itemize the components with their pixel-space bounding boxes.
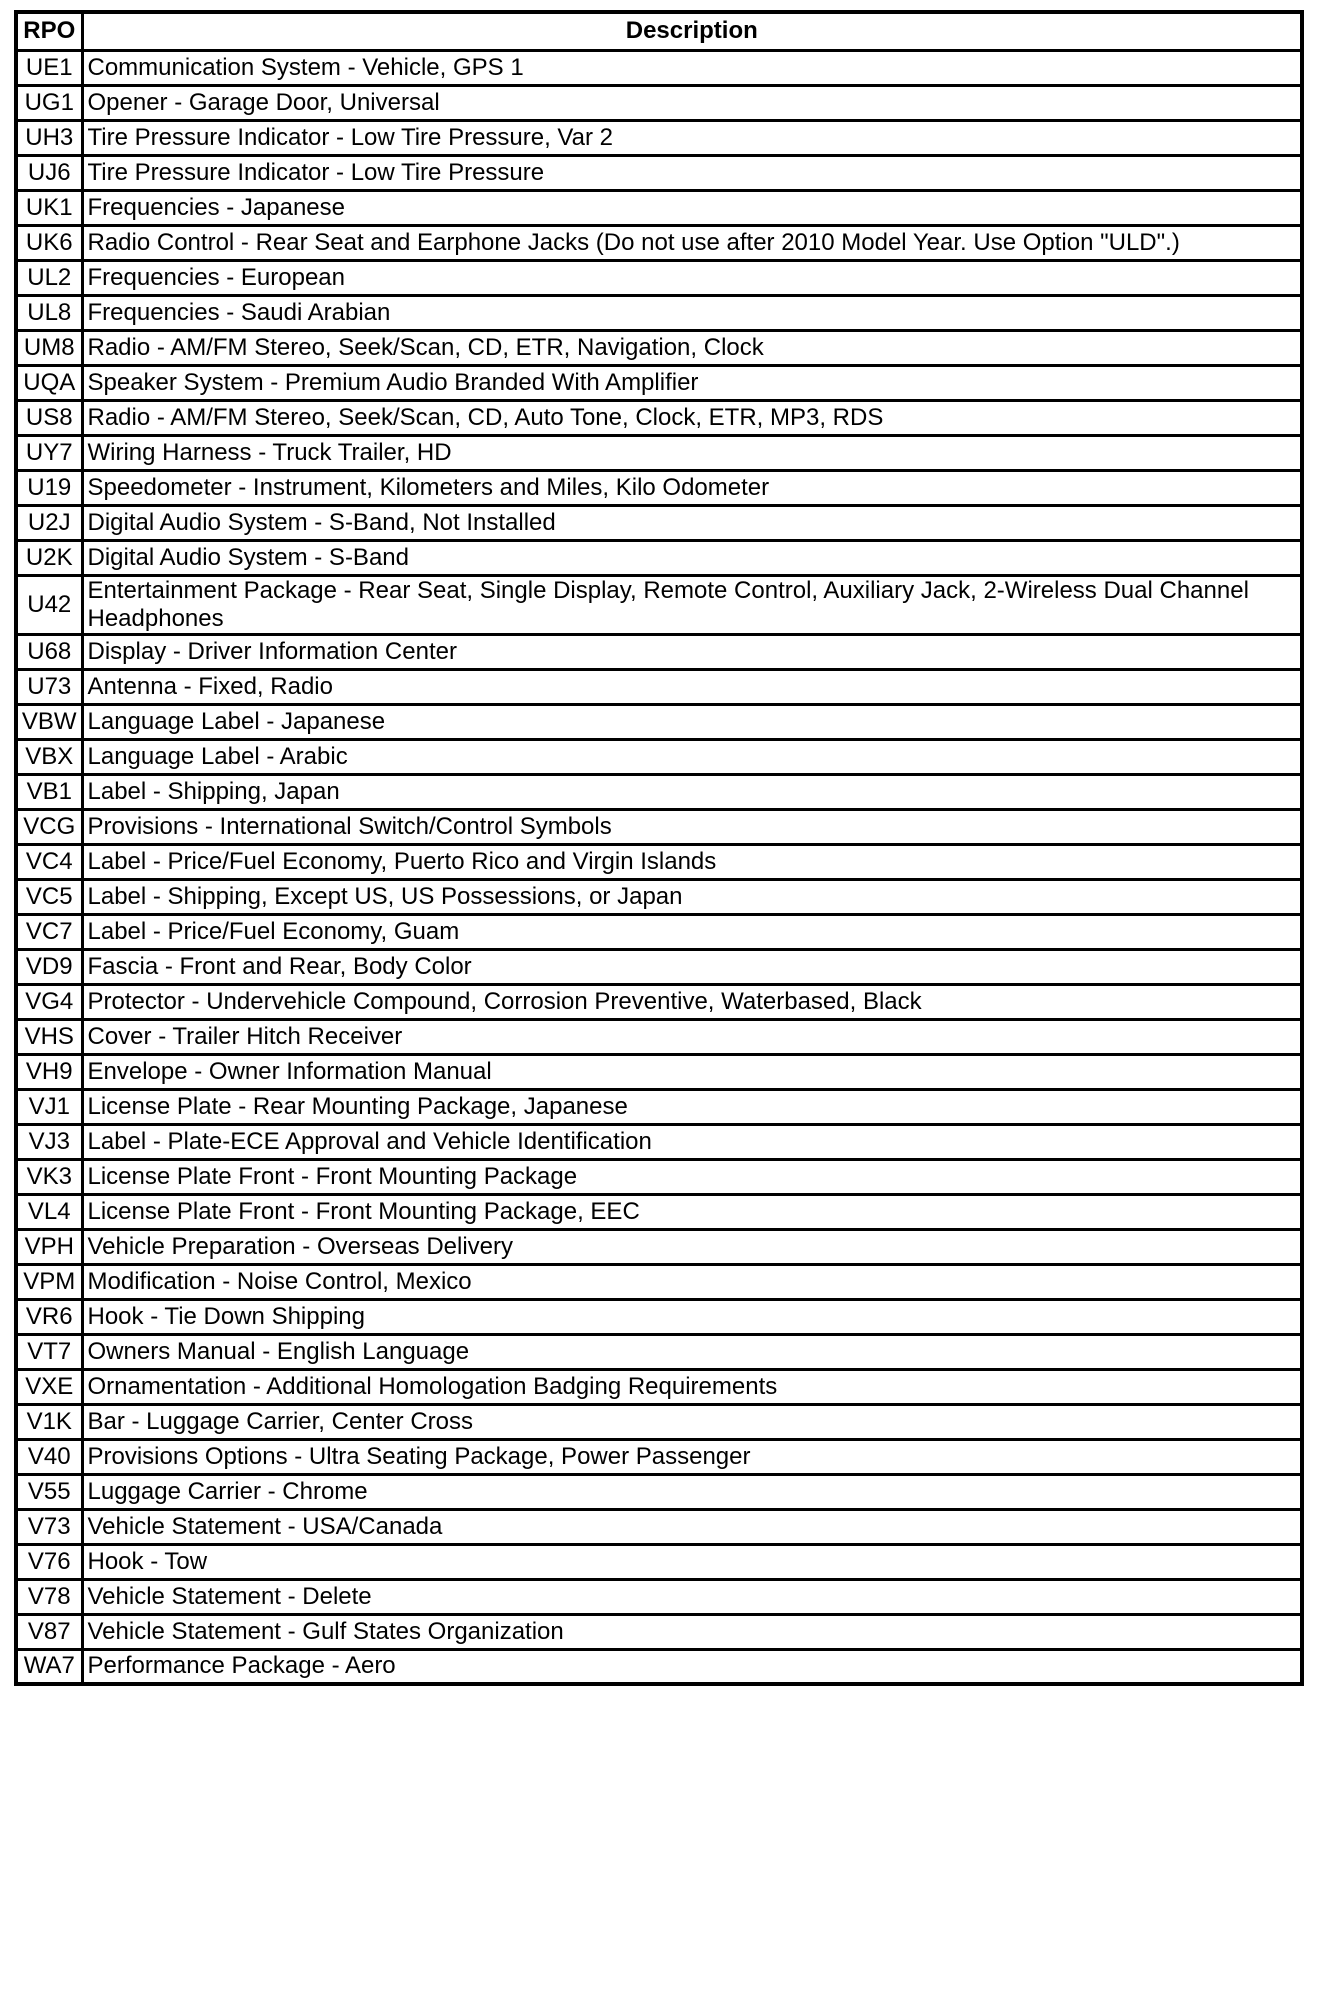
table-row — [16, 844, 1302, 879]
description-cell: Vehicle Statement - Delete — [82, 1579, 1302, 1614]
description-cell: Provisions - International Switch/Control Symbols — [82, 809, 1302, 844]
description-cell: License Plate Front - Front Mounting Package — [82, 1159, 1302, 1194]
description-cell: Provisions Options - Ultra Seating Package, Power Passenger — [82, 1439, 1302, 1474]
description-cell: Frequencies - European — [82, 260, 1302, 295]
table-row — [16, 435, 1302, 470]
description-cell: Vehicle Preparation - Overseas Delivery — [82, 1229, 1302, 1264]
table-row — [16, 400, 1302, 435]
table-row — [16, 914, 1302, 949]
rpo-code-cell: UL8 — [16, 295, 82, 330]
rpo-column-header: RPO — [16, 12, 82, 50]
description-cell: Envelope - Owner Information Manual — [82, 1054, 1302, 1089]
description-cell: Hook - Tow — [82, 1544, 1302, 1579]
table-row — [16, 1229, 1302, 1264]
table-row — [16, 295, 1302, 330]
description-cell: Modification - Noise Control, Mexico — [82, 1264, 1302, 1299]
description-cell: Language Label - Arabic — [82, 739, 1302, 774]
table-row — [16, 1019, 1302, 1054]
table-row — [16, 1124, 1302, 1159]
description-cell: Speaker System - Premium Audio Branded With Amplifier — [82, 365, 1302, 400]
table-row — [16, 809, 1302, 844]
table-row — [16, 225, 1302, 260]
table-row — [16, 85, 1302, 120]
table-row — [16, 1404, 1302, 1439]
rpo-code-cell: UM8 — [16, 330, 82, 365]
description-cell: Frequencies - Japanese — [82, 190, 1302, 225]
rpo-code-cell: VJ1 — [16, 1089, 82, 1124]
description-cell: Owners Manual - English Language — [82, 1334, 1302, 1369]
table-row — [16, 984, 1302, 1019]
table-row — [16, 1264, 1302, 1299]
rpo-code-cell: V40 — [16, 1439, 82, 1474]
description-cell: Communication System - Vehicle, GPS 1 — [82, 50, 1302, 85]
description-cell: Antenna - Fixed, Radio — [82, 669, 1302, 704]
description-cell: Hook - Tie Down Shipping — [82, 1299, 1302, 1334]
table-row — [16, 155, 1302, 190]
description-cell: Label - Shipping, Except US, US Possessions, or Japan — [82, 879, 1302, 914]
description-cell: Label - Price/Fuel Economy, Guam — [82, 914, 1302, 949]
table-row — [16, 50, 1302, 85]
description-cell: Luggage Carrier - Chrome — [82, 1474, 1302, 1509]
description-cell: Cover - Trailer Hitch Receiver — [82, 1019, 1302, 1054]
rpo-code-cell: VR6 — [16, 1299, 82, 1334]
table-row — [16, 739, 1302, 774]
rpo-code-cell: UQA — [16, 365, 82, 400]
table-row — [16, 1334, 1302, 1369]
description-cell: License Plate Front - Front Mounting Package, EEC — [82, 1194, 1302, 1229]
table-row — [16, 1194, 1302, 1229]
description-cell: Wiring Harness - Truck Trailer, HD — [82, 435, 1302, 470]
description-cell: Label - Plate-ECE Approval and Vehicle Identification — [82, 1124, 1302, 1159]
rpo-code-cell: U73 — [16, 669, 82, 704]
rpo-code-cell: UY7 — [16, 435, 82, 470]
description-cell: Label - Shipping, Japan — [82, 774, 1302, 809]
description-cell: Tire Pressure Indicator - Low Tire Pressure, Var 2 — [82, 120, 1302, 155]
table-header-row — [16, 12, 1302, 50]
rpo-code-cell: UH3 — [16, 120, 82, 155]
table-row — [16, 1509, 1302, 1544]
table-row — [16, 669, 1302, 704]
rpo-table — [14, 10, 1304, 1686]
table-row — [16, 120, 1302, 155]
rpo-code-cell: U2J — [16, 505, 82, 540]
rpo-code-cell: VC7 — [16, 914, 82, 949]
rpo-code-cell: V78 — [16, 1579, 82, 1614]
table-row — [16, 1439, 1302, 1474]
description-cell: Performance Package - Aero — [82, 1649, 1302, 1684]
table-row — [16, 190, 1302, 225]
rpo-code-cell: VBW — [16, 704, 82, 739]
table-row — [16, 365, 1302, 400]
rpo-code-cell: VB1 — [16, 774, 82, 809]
rpo-code-cell: UJ6 — [16, 155, 82, 190]
table-row — [16, 1544, 1302, 1579]
rpo-code-cell: VD9 — [16, 949, 82, 984]
rpo-code-cell: UE1 — [16, 50, 82, 85]
rpo-code-cell: U42 — [16, 575, 82, 634]
table-row — [16, 470, 1302, 505]
rpo-code-cell: VPH — [16, 1229, 82, 1264]
description-cell: Radio - AM/FM Stereo, Seek/Scan, CD, ETR, Navigation, Clock — [82, 330, 1302, 365]
table-row — [16, 260, 1302, 295]
rpo-code-cell: V73 — [16, 1509, 82, 1544]
table-row — [16, 1159, 1302, 1194]
description-cell: Speedometer - Instrument, Kilometers and Miles, Kilo Odometer — [82, 470, 1302, 505]
table-row — [16, 634, 1302, 669]
table-row — [16, 1089, 1302, 1124]
description-cell: Vehicle Statement - Gulf States Organization — [82, 1614, 1302, 1649]
rpo-code-cell: VC5 — [16, 879, 82, 914]
rpo-code-cell: UK1 — [16, 190, 82, 225]
description-cell: Opener - Garage Door, Universal — [82, 85, 1302, 120]
description-cell: Digital Audio System - S-Band, Not Installed — [82, 505, 1302, 540]
rpo-code-cell: VBX — [16, 739, 82, 774]
rpo-code-cell: VK3 — [16, 1159, 82, 1194]
description-cell: Protector - Undervehicle Compound, Corrosion Preventive, Waterbased, Black — [82, 984, 1302, 1019]
table-row — [16, 540, 1302, 575]
rpo-code-cell: U2K — [16, 540, 82, 575]
table-row — [16, 505, 1302, 540]
rpo-code-cell: VL4 — [16, 1194, 82, 1229]
table-row — [16, 575, 1302, 634]
rpo-code-cell: VG4 — [16, 984, 82, 1019]
rpo-code-cell: V76 — [16, 1544, 82, 1579]
rpo-code-cell: V55 — [16, 1474, 82, 1509]
table-row — [16, 879, 1302, 914]
table-row — [16, 330, 1302, 365]
table-row — [16, 1299, 1302, 1334]
description-cell: Tire Pressure Indicator - Low Tire Pressure — [82, 155, 1302, 190]
rpo-code-cell: WA7 — [16, 1649, 82, 1684]
rpo-code-cell: V87 — [16, 1614, 82, 1649]
description-cell: Radio Control - Rear Seat and Earphone Jacks (Do not use after 2010 Model Year. Use Option "ULD".) — [82, 225, 1302, 260]
rpo-code-cell: UG1 — [16, 85, 82, 120]
rpo-code-cell: VXE — [16, 1369, 82, 1404]
description-cell: Language Label - Japanese — [82, 704, 1302, 739]
rpo-code-cell: VCG — [16, 809, 82, 844]
table-row — [16, 1614, 1302, 1649]
table-row — [16, 1649, 1302, 1684]
description-cell: Frequencies - Saudi Arabian — [82, 295, 1302, 330]
rpo-code-cell: U19 — [16, 470, 82, 505]
table-row — [16, 1474, 1302, 1509]
rpo-code-cell: UL2 — [16, 260, 82, 295]
table-row — [16, 1054, 1302, 1089]
description-cell: Label - Price/Fuel Economy, Puerto Rico and Virgin Islands — [82, 844, 1302, 879]
rpo-code-cell: US8 — [16, 400, 82, 435]
table-body — [16, 50, 1302, 1684]
description-cell: Vehicle Statement - USA/Canada — [82, 1509, 1302, 1544]
table-row — [16, 949, 1302, 984]
rpo-code-cell: VT7 — [16, 1334, 82, 1369]
rpo-code-cell: VPM — [16, 1264, 82, 1299]
description-cell: Bar - Luggage Carrier, Center Cross — [82, 1404, 1302, 1439]
description-cell: License Plate - Rear Mounting Package, Japanese — [82, 1089, 1302, 1124]
rpo-code-cell: VJ3 — [16, 1124, 82, 1159]
rpo-code-cell: VH9 — [16, 1054, 82, 1089]
description-column-header: Description — [82, 12, 1302, 50]
table-row — [16, 704, 1302, 739]
description-cell: Fascia - Front and Rear, Body Color — [82, 949, 1302, 984]
rpo-code-cell: U68 — [16, 634, 82, 669]
description-cell: Radio - AM/FM Stereo, Seek/Scan, CD, Auto Tone, Clock, ETR, MP3, RDS — [82, 400, 1302, 435]
description-cell: Ornamentation - Additional Homologation Badging Requirements — [82, 1369, 1302, 1404]
rpo-code-cell: VHS — [16, 1019, 82, 1054]
description-cell: Display - Driver Information Center — [82, 634, 1302, 669]
rpo-code-cell: UK6 — [16, 225, 82, 260]
table-row — [16, 774, 1302, 809]
description-cell: Digital Audio System - S-Band — [82, 540, 1302, 575]
description-cell: Entertainment Package - Rear Seat, Single Display, Remote Control, Auxiliary Jack, 2-Wireless Dual Channel Headphones — [82, 575, 1302, 634]
table-row — [16, 1579, 1302, 1614]
table-row — [16, 1369, 1302, 1404]
rpo-code-cell: V1K — [16, 1404, 82, 1439]
rpo-code-cell: VC4 — [16, 844, 82, 879]
